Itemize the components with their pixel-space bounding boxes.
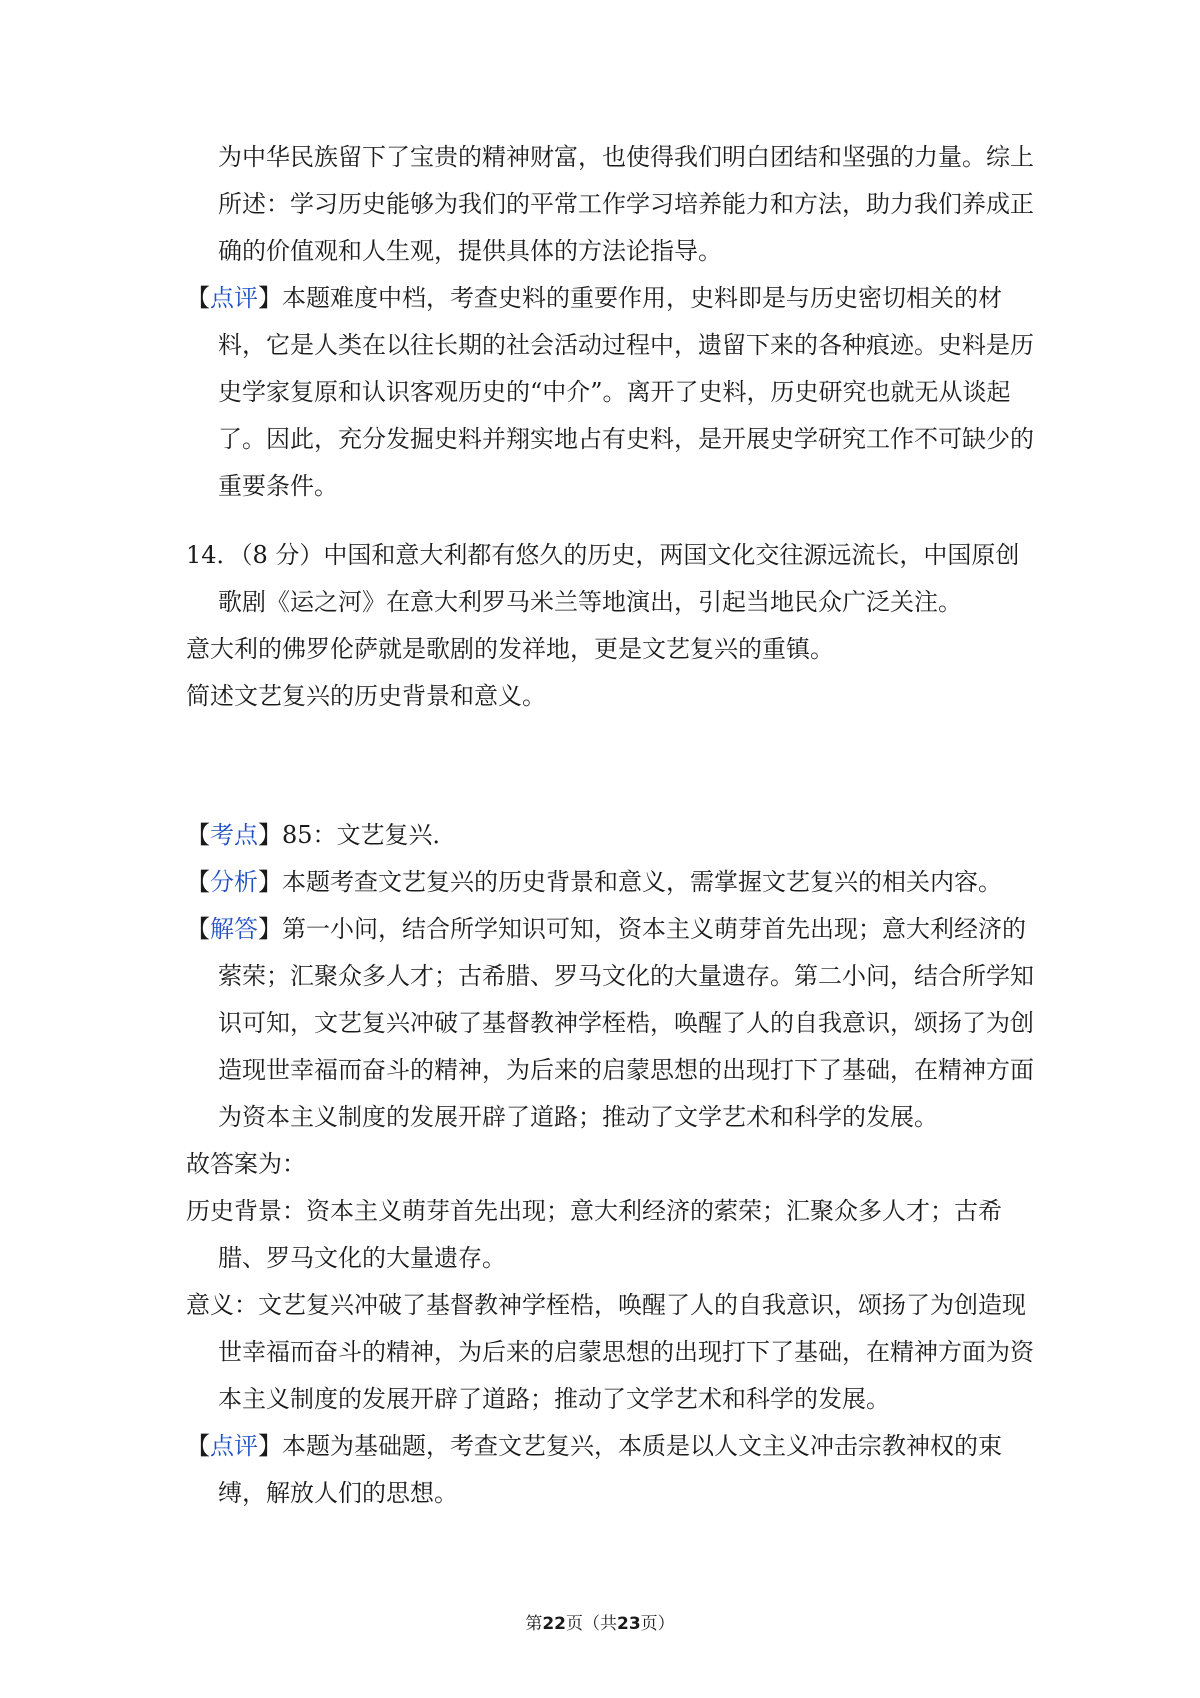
review-tag-1: 【点评】 <box>186 284 282 312</box>
current-page-number: 22 <box>542 1614 566 1634</box>
kaodian-paragraph <box>186 812 1036 859</box>
review-paragraph-1 <box>186 275 1036 510</box>
kaodian-text: 85：文艺复兴． <box>282 821 457 849</box>
background-paragraph: 历史背景：资本主义萌芽首先出现；意大利经济的萦荣；汇聚众多人才；古希腊、罗马文化的大量遗存。 <box>186 1197 1002 1272</box>
fenxi-text: 本题考查文艺复兴的历史背景和意义，需掌握文艺复兴的相关内容。 <box>282 868 1002 896</box>
jieda-text: 第一小问，结合所学知识可知，资本主义萌芽首先出现；意大利经济的萦荣；汇聚众多人才；古希腊、罗马文化的大量遗存。第二小问，结合所学知识可知，文艺复兴冲破了基督教神学桎梏，唤醒了人的自我意识，颂扬了为创造现世幸福而奋斗的精神，为后来的启蒙思想的出现打下了基础，在精神方面为资本主义制度的发展开辟了道路；推动了文学艺术和科学的发展。 <box>218 915 1034 1131</box>
review-text-1: 本题难度中档，考查史料的重要作用，史料即是与历史密切相关的材料，它是人类在以往长期的社会活动过程中，遗留下来的各种痕迹。史料是历史学家复原和认识客观历史的“中介”。离开了史料，历史研究也就无从谈起了。因此，充分发掘史料并翔实地占有史料，是开展史学研究工作不可缺少的重要条件。 <box>218 284 1034 500</box>
jieda-tag: 【解答】 <box>186 915 282 943</box>
review-paragraph-2 <box>186 1423 1036 1517</box>
continuation-paragraph: 为中华民族留下了宝贵的精神财富，也使得我们明白团结和坚强的力量。综上所述：学习历史能够为我们的平常工作学习培养能力和方法，助力我们养成正确的价值观和人生观，提供具体的方法论指导。 <box>218 143 1034 265</box>
total-page-number: 23 <box>617 1614 641 1634</box>
previous-answer-block <box>186 134 1036 510</box>
review-tag-2: 【点评】 <box>186 1432 282 1460</box>
fenxi-tag: 【分析】 <box>186 868 282 896</box>
question-14-block <box>186 532 1036 720</box>
question-14-line-3: 简述文艺复兴的历史背景和意义。 <box>186 682 546 710</box>
fenxi-paragraph <box>186 859 1036 906</box>
answer-block <box>186 812 1036 1517</box>
kaodian-tag: 【考点】 <box>186 821 282 849</box>
page-footer: 第22页（共23页） <box>525 1614 675 1634</box>
question-14-line-2: 意大利的佛罗伦萨就是歌剧的发祥地，更是文艺复兴的重镇。 <box>186 635 834 663</box>
question-14-stem: 14．（8 分）中国和意大利都有悠久的历史，两国文化交往源远流长，中国原创歌剧《运之河》在意大利罗马米兰等地演出，引起当地民众广泛关注。 <box>186 541 1020 616</box>
review-text-2: 本题为基础题，考查文艺复兴，本质是以人文主义冲击宗教神权的束缚，解放人们的思想。 <box>218 1432 1002 1507</box>
significance-paragraph: 意义：文艺复兴冲破了基督教神学桎梏，唤醒了人的自我意识，颂扬了为创造现世幸福而奋斗的精神，为后来的启蒙思想的出现打下了基础，在精神方面为资本主义制度的发展开辟了道路；推动了文学艺术和科学的发展。 <box>186 1291 1034 1413</box>
jieda-paragraph <box>186 906 1036 1141</box>
answer-intro: 故答案为： <box>186 1150 306 1178</box>
